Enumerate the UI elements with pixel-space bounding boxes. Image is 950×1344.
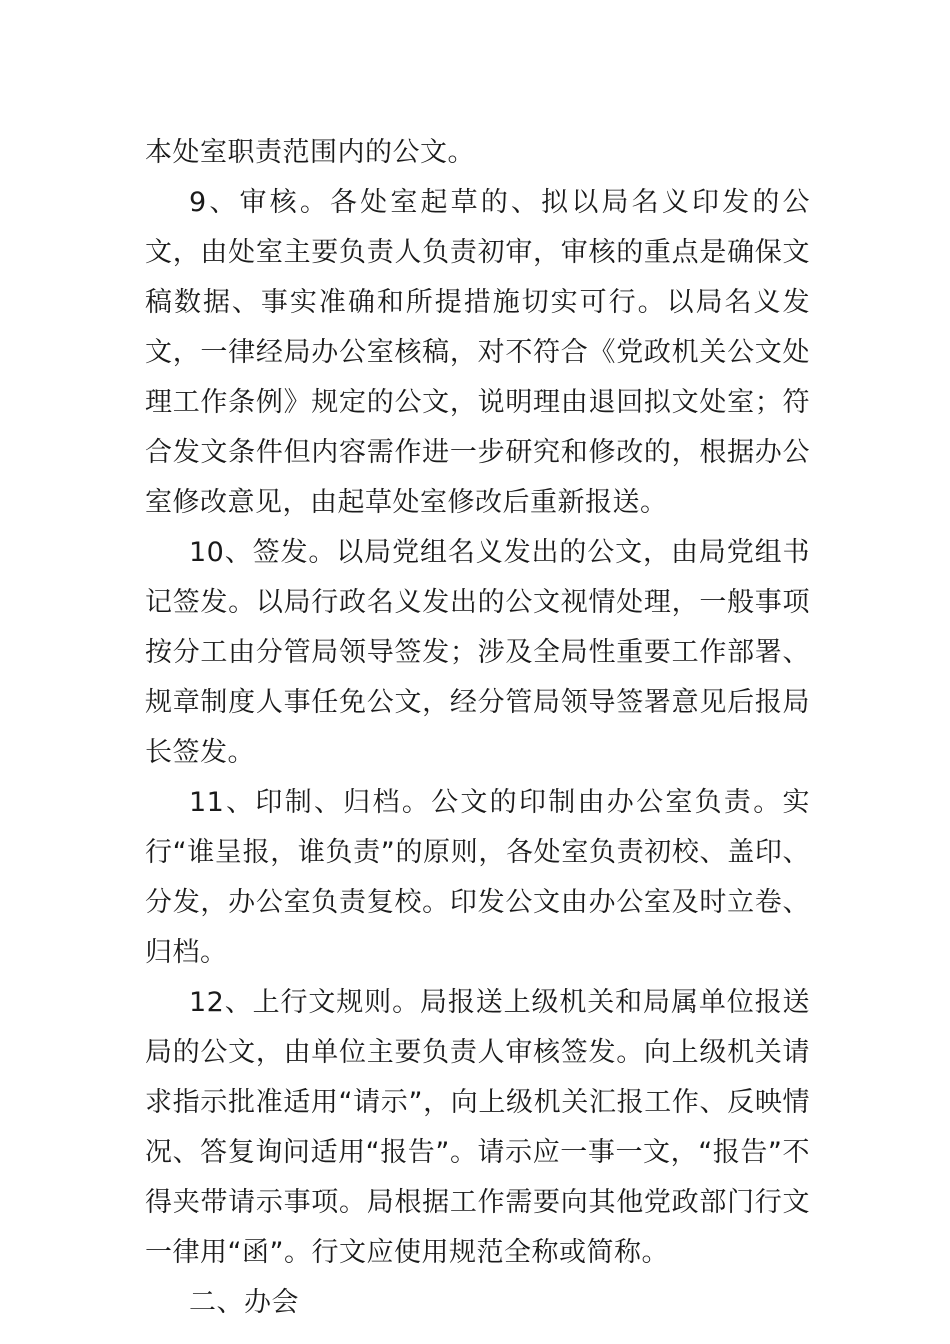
paragraph-review: 9、审核。各处室起草的、拟以局名义印发的公文，由处室主要负责人负责初审，审核的重点是确保文稿数据、事实准确和所提措施切实可行。以局名义发文，一律经局办公室核稿，对不符合《党政机关公文处理工作条例》规定的公文，说明理由退回拟文处室；符合发文条件但内容需作进一步研究和修改的，根据办公室修改意见，由起草处室修改后重新报送。 — [145, 187, 810, 518]
document-body — [145, 128, 810, 1328]
paragraph-upward-document-rules: 12、上行文规则。局报送上级机关和局属单位报送局的公文，由单位主要负责人审核签发。向上级机关请求指示批准适用“请示”，向上级机关汇报工作、反映情况、答复询问适用“报告”。请示应一事一文，“报告”不得夹带请示事项。局根据工作需要向其他党政部门行文一律用“函”。行文应使用规范全称或简称。 — [145, 987, 810, 1268]
paragraph-continuation: 本处室职责范围内的公文。 — [145, 137, 475, 168]
section-heading-meetings: 二、办会 — [189, 1287, 299, 1318]
paragraph-signing: 10、签发。以局党组名义发出的公文，由局党组书记签发。以局行政名义发出的公文视情处理，一般事项按分工由分管局领导签发；涉及全局性重要工作部署、规章制度人事任免公文，经分管局领导签署意见后报局长签发。 — [145, 537, 810, 768]
paragraph-printing-archiving: 11、印制、归档。公文的印制由办公室负责。实行“谁呈报，谁负责”的原则，各处室负责初校、盖印、分发，办公室负责复校。印发公文由办公室及时立卷、归档。 — [145, 787, 810, 968]
